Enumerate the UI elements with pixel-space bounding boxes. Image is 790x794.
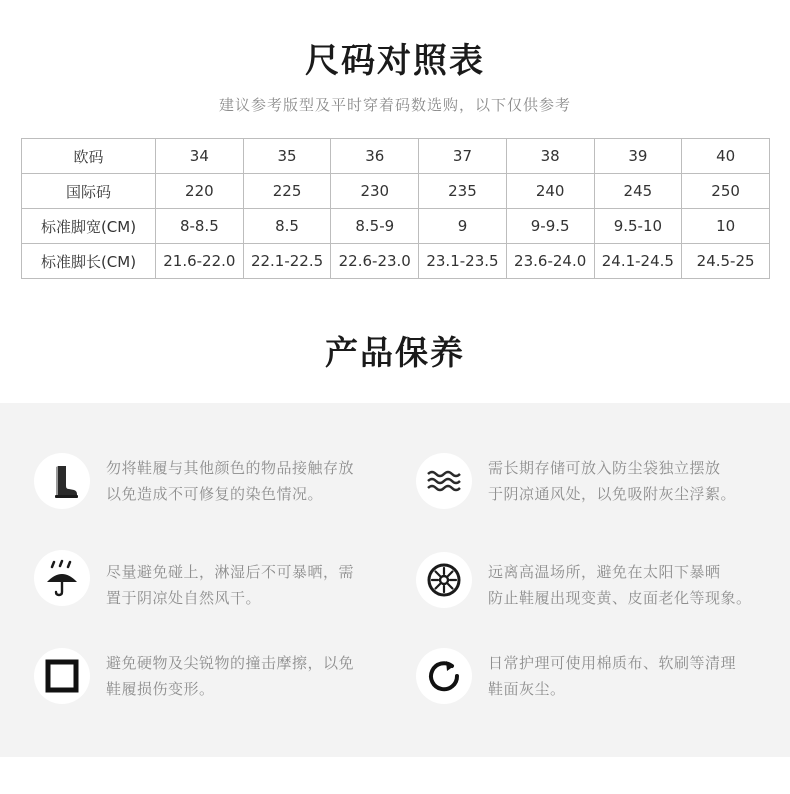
row-header: 标准脚长(CM) xyxy=(22,244,156,279)
refresh-icon-badge xyxy=(416,648,472,704)
care-item-text-line2: 鞋面灰尘。 xyxy=(488,680,566,698)
table-cell: 235 xyxy=(419,174,507,209)
table-cell: 37 xyxy=(419,139,507,174)
care-item-text-line1: 避免硬物及尖锐物的撞击摩擦，以免 xyxy=(106,654,355,672)
care-panel xyxy=(0,403,790,757)
care-item-text-line2: 鞋履损伤变形。 xyxy=(106,680,215,698)
rain-umbrella-icon-badge xyxy=(34,550,90,606)
care-item-text-line2: 防止鞋履出现变黄、皮面老化等现象。 xyxy=(488,589,752,607)
table-cell: 225 xyxy=(243,174,331,209)
row-header: 标准脚宽(CM) xyxy=(22,209,156,244)
table-cell: 21.6-22.0 xyxy=(156,244,244,279)
table-row xyxy=(22,244,770,279)
square-frame-icon-badge xyxy=(34,648,90,704)
table-cell: 24.5-25 xyxy=(682,244,770,279)
size-chart-title: 尺码对照表 xyxy=(305,41,485,81)
table-cell: 245 xyxy=(594,174,682,209)
care-item-text-line2: 以免造成不可修复的染色情况。 xyxy=(106,485,324,503)
sun-dial-icon-badge xyxy=(416,552,472,608)
care-item-text-line2: 置于阴凉处自然风干。 xyxy=(106,589,262,607)
table-cell: 23.6-24.0 xyxy=(506,244,594,279)
table-cell: 230 xyxy=(331,174,419,209)
table-cell: 9 xyxy=(419,209,507,244)
row-header: 欧码 xyxy=(22,139,156,174)
boot-icon-badge xyxy=(34,453,90,509)
row-header: 国际码 xyxy=(22,174,156,209)
size-table xyxy=(21,138,770,279)
table-cell: 35 xyxy=(243,139,331,174)
moisture-waves-icon xyxy=(424,461,464,501)
table-row xyxy=(22,174,770,209)
table-cell: 34 xyxy=(156,139,244,174)
table-cell: 24.1-24.5 xyxy=(594,244,682,279)
boot-icon xyxy=(42,461,82,501)
table-cell: 240 xyxy=(506,174,594,209)
care-item-text-line1: 远离高温场所，避免在太阳下暴晒 xyxy=(488,563,721,581)
table-cell: 220 xyxy=(156,174,244,209)
care-item-text-line1: 日常护理可使用棉质布、软刷等清理 xyxy=(488,654,737,672)
sun-dial-icon xyxy=(424,560,464,600)
table-cell: 22.1-22.5 xyxy=(243,244,331,279)
table-cell: 10 xyxy=(682,209,770,244)
table-cell: 36 xyxy=(331,139,419,174)
table-cell: 9.5-10 xyxy=(594,209,682,244)
care-item-text-line1: 尽量避免碰上，淋湿后不可暴晒，需 xyxy=(106,563,355,581)
moisture-waves-icon-badge xyxy=(416,453,472,509)
table-cell: 8-8.5 xyxy=(156,209,244,244)
table-row xyxy=(22,209,770,244)
table-cell: 39 xyxy=(594,139,682,174)
table-cell: 8.5 xyxy=(243,209,331,244)
table-cell: 38 xyxy=(506,139,594,174)
table-row xyxy=(22,139,770,174)
care-item-text-line1: 勿将鞋履与其他颜色的物品接触存放 xyxy=(106,459,355,477)
square-frame-icon xyxy=(42,656,82,696)
refresh-icon xyxy=(424,656,464,696)
size-chart-subtitle: 建议参考版型及平时穿着码数选购，以下仅供参考 xyxy=(218,96,571,114)
table-cell: 40 xyxy=(682,139,770,174)
care-title: 产品保养 xyxy=(325,333,465,372)
rain-umbrella-icon xyxy=(42,558,82,598)
table-cell: 9-9.5 xyxy=(506,209,594,244)
table-cell: 23.1-23.5 xyxy=(419,244,507,279)
care-item-text-line1: 需长期存储可放入防尘袋独立摆放 xyxy=(488,459,721,477)
table-cell: 250 xyxy=(682,174,770,209)
table-cell: 8.5-9 xyxy=(331,209,419,244)
care-item-text-line2: 于阴凉通风处，以免吸附灰尘浮絮。 xyxy=(488,485,737,503)
table-cell: 22.6-23.0 xyxy=(331,244,419,279)
